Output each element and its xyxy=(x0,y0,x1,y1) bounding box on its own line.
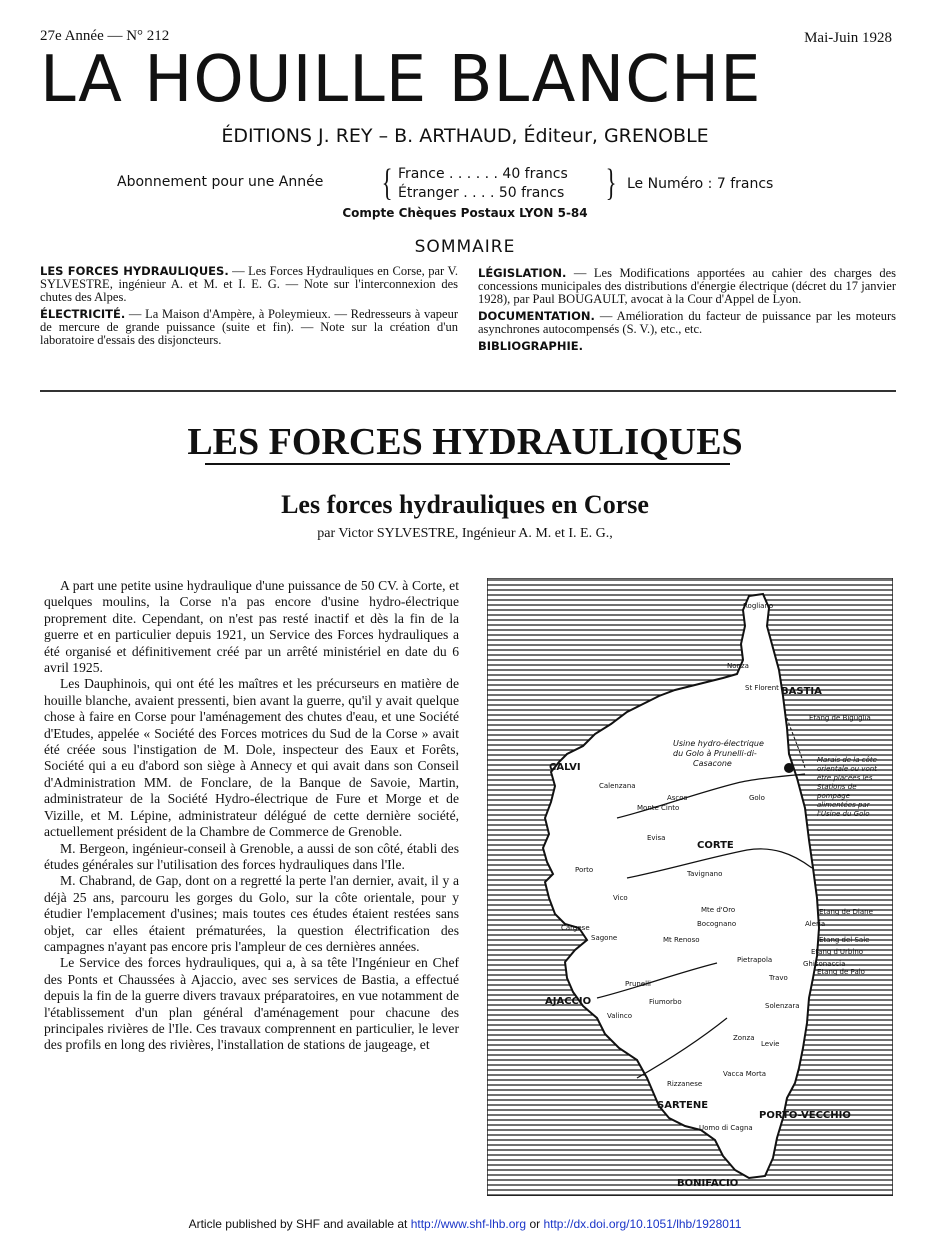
place-label: Uomo di Cagna xyxy=(699,1124,753,1132)
place-label: Etang de Diane xyxy=(819,908,873,916)
place-label: Ghisonaccia xyxy=(803,960,846,968)
footer-middle: or xyxy=(526,1217,544,1231)
marais-line: être placées les xyxy=(817,774,873,782)
marais-line: pompage xyxy=(817,792,851,800)
place-label: Calenzana xyxy=(599,782,636,790)
sommaire-right-column xyxy=(478,267,896,353)
place-label: Aleria xyxy=(805,920,826,928)
publisher-line: ÉDITIONS J. REY – B. ARTHAUD, Éditeur, GRENOBLE xyxy=(221,125,709,147)
place-label: Rogliano xyxy=(743,602,774,610)
place-label: Cargese xyxy=(561,924,590,932)
sommaire-text: — Les Modifications apportées au cahier des charges des concessions municipales des distributions d'énergie électrique (décret du 17 janvier 1928), par Paul BOUGAULT, avocat à la Cour d'Appel de Lyon. xyxy=(478,266,896,306)
place-label: Travo xyxy=(769,974,788,982)
sommaire-heading: DOCUMENTATION. xyxy=(478,309,595,323)
place-label: Vico xyxy=(613,894,628,902)
map-label: CALVI xyxy=(549,762,581,773)
price-etranger: Étranger . . . . 50 francs xyxy=(398,185,565,201)
footer-credit xyxy=(0,1217,930,1231)
sommaire-text: — Les Forces Hydrauliques en Corse, par V. SYLVESTRE, ingénieur A. et M. et I. E. G. — Note sur l'interconnexion des chutes des Alpes. xyxy=(40,264,458,304)
footer-link-shf[interactable]: http://www.shf-lhb.org xyxy=(410,1217,527,1231)
article-title: Les forces hydrauliques en Corse xyxy=(281,490,649,519)
section-title: LES FORCES HYDRAULIQUES xyxy=(187,421,743,463)
place-label: Valinco xyxy=(607,1012,632,1020)
sommaire-entry xyxy=(40,265,458,304)
place-label: Monte Cinto xyxy=(637,804,680,812)
place-label: Etang del Sale xyxy=(819,936,870,944)
place-label: St Florent xyxy=(745,684,779,692)
place-label: Bocognano xyxy=(697,920,737,928)
place-label: Prunelli xyxy=(625,980,651,988)
sommaire-title: SOMMAIRE xyxy=(414,237,516,257)
paragraph: M. Chabrand, de Gap, dont on a regretté la perte l'an dernier, avait, il y a déjà 25 ans, parcouru les gorges du Golo, sur la côte orientale, pour y étudier l'emplacement d'usines; mais toutes ces études étaient restées sans objet, car elles étaient prématurées, la question électrification des campagnes n'ayant pas encore pris l'ampleur de ces dernières années. xyxy=(44,873,459,954)
sommaire-heading: LES FORCES HYDRAULIQUES. xyxy=(40,264,229,278)
footer-link-doi[interactable]: http://dx.doi.org/10.1051/lhb/1928011 xyxy=(543,1217,742,1231)
article-byline: par Victor SYLVESTRE, Ingénieur A. M. et I. E. G., xyxy=(317,526,613,541)
place-label: Ascos xyxy=(667,794,688,802)
price-numero: Le Numéro : 7 francs xyxy=(627,176,774,192)
place-label: Solenzara xyxy=(765,1002,800,1010)
place-label: Mte d'Oro xyxy=(701,906,736,914)
place-label: Mt Renoso xyxy=(663,936,700,944)
map-label: BASTIA xyxy=(781,686,822,697)
map-label: SARTENE xyxy=(657,1100,709,1111)
place-label: Pietrapola xyxy=(737,956,773,964)
sommaire-entry xyxy=(478,310,896,336)
map-label: BONIFACIO xyxy=(677,1178,739,1189)
sommaire-entry xyxy=(478,340,896,353)
corsica-map xyxy=(487,578,893,1196)
map-label: PORTO-VECCHIO xyxy=(759,1110,851,1121)
place-label: Sagone xyxy=(591,934,618,942)
place-label: Rizzanese xyxy=(667,1080,703,1088)
marais-line: l'Usine du Golo xyxy=(817,810,870,818)
paragraph: Le Service des forces hydrauliques, qui a, à sa tête l'Ingénieur en Chef des Ponts et Chaussées à Ajaccio, avec ses services de Bastia, a effectué depuis la fin de la guerre divers travaux préparatoires, en vue notamment de l'établissement d'un plan général d'aménagement pour chacune des principales rivières de l'Ile. Ces travaux comprennent en particulier, le lever des profils en long des rivières, l'installation de stations de jaugeage, et xyxy=(44,955,459,1053)
map-label: CORTE xyxy=(697,840,734,851)
sommaire-text: — La Maison d'Ampère, à Poleymieux. — Redresseurs à vapeur de mercure de grande puissance (suite et fin). — Note sur la création d'un laboratoire d'essais des disjoncteurs. xyxy=(40,307,458,347)
place-label: Etang de Biguglia xyxy=(809,714,871,722)
sommaire-text: — Amélioration du facteur de puissance par les moteurs asynchrones autocompensés (S. V.), etc., etc. xyxy=(478,309,896,336)
subscription-label: Abonnement pour une Année xyxy=(117,174,324,190)
place-label: Vacca Morta xyxy=(723,1070,766,1078)
sommaire-entry xyxy=(478,267,896,306)
place-label: Levie xyxy=(761,1040,780,1048)
marais-line: Stations de xyxy=(817,783,857,791)
paragraph: A part une petite usine hydraulique d'une puissance de 50 CV. à Corte, et quelques moulins, la Corse n'a pas encore d'usine hydro-électrique proprement dite. Cependant, on n'est pas resté inactif et dès la fin de la guerre et en particulier depuis 1921, un Service des Forces hydrauliques a été organisé et définitivement créé par un arrêté ministériel en date du 6 avril 1925. xyxy=(44,578,459,676)
article-body xyxy=(44,578,459,1054)
masthead-title: LA HOUILLE BLANCHE xyxy=(40,43,762,117)
sommaire-entry xyxy=(40,308,458,347)
paragraph: Les Dauphinois, qui ont été les maîtres et les précurseurs en matière de houille blanche, avaient pressenti, bien avant la guerre, qu'il y avait quelque chose à faire en Corse pour l'aménagement des chutes d'eau, et une Société d'Etudes, appelée « Société des Forces motrices du Sud de la Corse » avait été créée sous l'instigation de M. Dole, inspecteur des Eaux et Forêts, Société qui a eu d'abord son siège à Annecy et qui avait dans son Conseil d'Administration MM. de Fonclare, de la Banque de Savoie, Martin, administrateur de la Société Hydro-électrique de Fure et Morge et de Vizille, et M. Lépine, administrateur délégué de cette dernière société, actuellement président de la Chambre de Commerce de Grenoble. xyxy=(44,676,459,840)
divider-rule xyxy=(40,390,896,392)
place-label: Etang de Palo xyxy=(817,968,865,976)
map-label: AJACCIO xyxy=(545,996,592,1007)
place-label: Tavignano xyxy=(687,870,723,878)
price-france: France . . . . . . 40 francs xyxy=(398,166,568,182)
usine-line: du Golo à Prunelli-di- xyxy=(673,749,757,758)
brace-right: } xyxy=(605,162,617,204)
place-label: Etang d'Urbino xyxy=(811,948,864,956)
place-label: Nonza xyxy=(727,662,749,670)
sommaire-left-column xyxy=(40,265,458,347)
postal-account: Compte Chèques Postaux LYON 5-84 xyxy=(342,206,588,220)
place-label: Zonza xyxy=(733,1034,755,1042)
marais-line: alimentées par xyxy=(817,801,870,809)
sommaire-heading: ÉLECTRICITÉ. xyxy=(40,307,126,321)
issue-date: Mai-Juin 1928 xyxy=(804,30,892,46)
usine-line: Usine hydro-électrique xyxy=(673,739,764,748)
footer-prefix: Article published by SHF and available at xyxy=(188,1217,411,1231)
place-label: Evisa xyxy=(647,834,666,842)
marais-line: Marais de la côte xyxy=(817,756,877,764)
usine-marker xyxy=(784,763,794,773)
place-label: Porto xyxy=(575,866,594,874)
marais-line: orientale ou vont xyxy=(817,765,877,773)
brace-left: { xyxy=(381,162,393,204)
place-label: Fiumorbo xyxy=(649,998,682,1006)
sommaire-heading: BIBLIOGRAPHIE. xyxy=(478,339,583,353)
section-underline xyxy=(205,463,730,465)
issue-number: 27e Année — N° 212 xyxy=(40,28,170,44)
sommaire-heading: LÉGISLATION. xyxy=(478,266,567,280)
place-label: Golo xyxy=(749,794,765,802)
usine-line: Casacone xyxy=(693,759,732,768)
paragraph: M. Bergeon, ingénieur-conseil à Grenoble, a aussi de son côté, établi des études générales sur l'utilisation des forces hydrauliques dans l'Ile. xyxy=(44,840,459,872)
